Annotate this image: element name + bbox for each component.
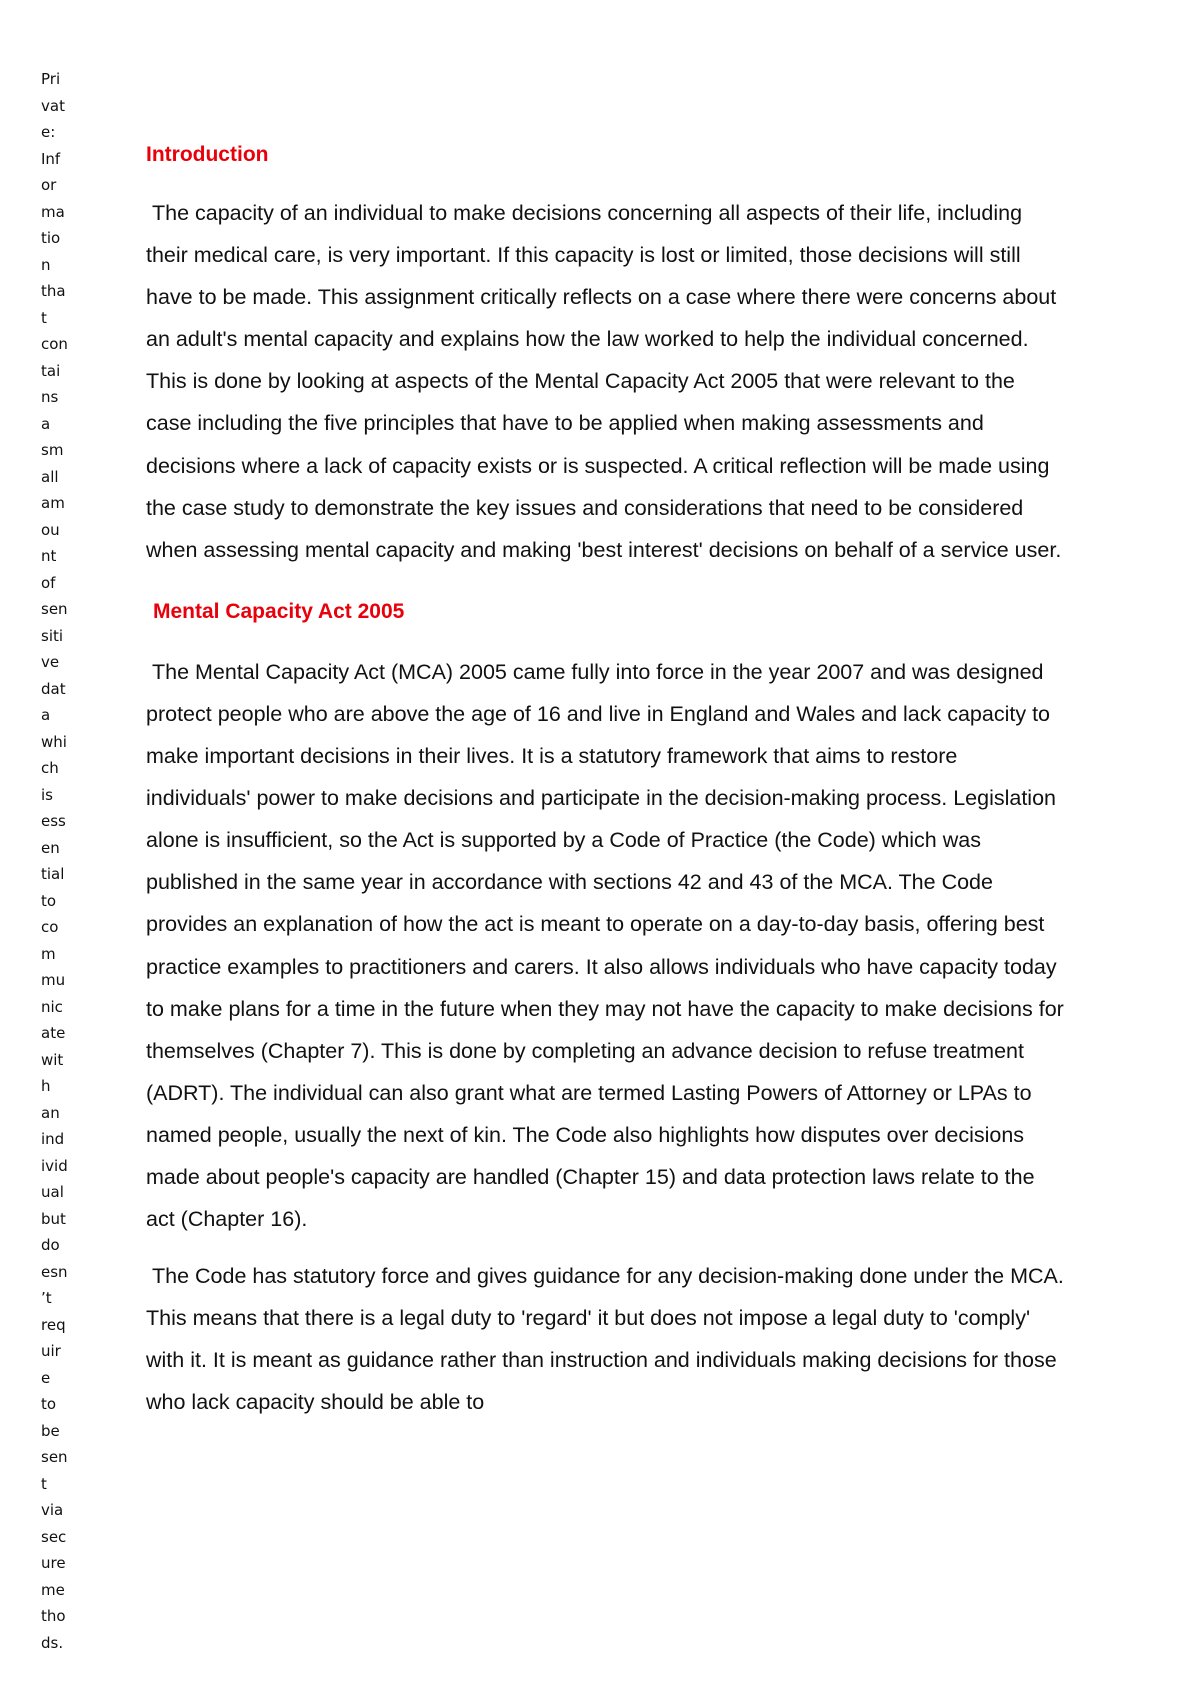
sidebar-note-fragment: m [41, 944, 56, 963]
sidebar-note-fragment: vat [41, 96, 65, 115]
sidebar-note-fragment: ate [41, 1024, 66, 1042]
sidebar-note-fragment: ess [41, 812, 66, 830]
sidebar-note-fragment: sen [41, 600, 68, 618]
sidebar-note-fragment: whi [41, 732, 67, 751]
sidebar-note-fragment: to [41, 1395, 57, 1413]
sidebar-note-fragment: via [41, 1501, 64, 1519]
sidebar-note-fragment: e: [41, 123, 56, 141]
sidebar-note-fragment: me [41, 1580, 65, 1599]
sidebar-note-fragment: ure [41, 1554, 66, 1572]
sidebar-note-fragment: a [41, 706, 51, 724]
sidebar-note-fragment: Pri [41, 70, 61, 88]
paragraph-code-statutory-force: The Code has statutory force and gives guidance for any decision-making done under the MCA. This means that there is a legal duty to 'regard' it but does not impose a legal duty to 'comply' with it. It is meant as guidance rather than instruction and individuals making decisions for those who lack capacity should be able to [146, 1264, 1070, 1415]
sidebar-note-fragment: tha [41, 282, 66, 300]
sidebar-note-fragment: ivid [41, 1156, 68, 1175]
sidebar-note-fragment: e [41, 1368, 51, 1387]
heading-mental-capacity-act: Mental Capacity Act 2005 [153, 599, 405, 623]
sidebar-note-fragment: tio [41, 229, 61, 247]
sidebar-note-fragment: uir [41, 1342, 61, 1360]
sidebar-note-fragment: co [41, 918, 59, 936]
sidebar-note-fragment: an [41, 1103, 60, 1122]
sidebar-note-fragment: ch [41, 759, 59, 777]
sidebar-note-fragment: t [41, 308, 47, 327]
sidebar-note-fragment: t [41, 1474, 47, 1493]
sidebar-note-fragment: sen [41, 1448, 68, 1466]
sidebar-note-fragment: ve [41, 653, 60, 671]
sidebar-note-fragment: ind [41, 1130, 65, 1148]
sidebar-note-fragment: Inf [41, 149, 61, 168]
document-body [146, 140, 1070, 1424]
sidebar-note-fragment: h [41, 1077, 51, 1095]
sidebar-note-fragment: mu [41, 971, 66, 989]
sidebar-note-fragment: siti [41, 626, 64, 645]
sidebar-note-fragment: ’t [41, 1289, 52, 1307]
sidebar-note-fragment: tial [41, 865, 65, 883]
sidebar-note-fragment: esn [41, 1262, 68, 1281]
sidebar-note-fragment: ou [41, 520, 60, 539]
paragraph-mca-overview: The Mental Capacity Act (MCA) 2005 came fully into force in the year 2007 and was designed protect people who are above the age of 16 and live in England and Wales and lack capacity to make important decisions in their lives. It is a statutory framework that aims to restore individuals' power to make decisions and participate in the decision-making process. Legislation alone is insufficient, so the Act is supported by a Code of Practice (the Code) which was published in the same year in accordance with sections 42 and 43 of the MCA. The Code provides an explanation of how the act is meant to operate on a day-to-day basis, offering best practice examples to practitioners and carers. It also allows individuals who have capacity today to make plans for a time in the future when they may not have the capacity to make decisions for themselves (Chapter 7). This is done by completing an advance decision to refuse treatment (ADRT). The individual can also grant what are termed Lasting Powers of Attorney or LPAs to named people, usually the next of kin. The Code also highlights how disputes over decisions made about people's capacity are handled (Chapter 15) and data protection laws relate to the act (Chapter 16). [146, 659, 1070, 1232]
sidebar-note-fragment: sec [41, 1527, 67, 1546]
sidebar-note-fragment: wit [41, 1050, 64, 1069]
sidebar-note-fragment: but [41, 1209, 66, 1228]
sidebar-note-fragment: n [41, 255, 51, 274]
paragraph-introduction: The capacity of an individual to make decisions concerning all aspects of their life, including their medical care, is very important. If this capacity is lost or limited, those decisions will still have to be made. This assignment critically reflects on a case where there were concerns about an adult's mental capacity and explains how the law worked to help the individual concerned. This is done by looking at aspects of the Mental Capacity Act 2005 that were relevant to the case including the five principles that have to be applied when making assessments and decisions where a lack of capacity exists or is suspected. A critical reflection will be made using the case study to demonstrate the key issues and considerations that need to be considered when assessing mental capacity and making 'best interest' decisions on behalf of a service user. [146, 201, 1063, 562]
sidebar-note-fragment: en [41, 838, 60, 857]
sidebar-note-fragment: nic [41, 997, 63, 1016]
sidebar-note-fragment: ma [41, 202, 65, 221]
sidebar-note-fragment: all [41, 467, 59, 486]
sidebar-note-fragment: sm [41, 441, 64, 459]
sidebar-note-fragment: ual [41, 1183, 64, 1201]
sidebar-note-fragment: do [41, 1236, 60, 1254]
sidebar-note-fragment: of [41, 573, 56, 592]
sidebar-note-fragment: or [41, 176, 57, 194]
heading-introduction: Introduction [146, 143, 269, 166]
sidebar-note-fragment: is [41, 785, 53, 804]
sidebar-note-fragment: nt [41, 547, 57, 565]
sidebar-note-fragment: to [41, 891, 57, 910]
sidebar-note-fragment: tho [41, 1607, 66, 1625]
private-information-notice [41, 66, 77, 1656]
sidebar-note-fragment: a [41, 414, 51, 433]
sidebar-note-fragment: tai [41, 361, 61, 380]
sidebar-note-fragment: be [41, 1421, 60, 1440]
sidebar-note-fragment: am [41, 494, 65, 512]
sidebar-note-fragment: ns [41, 388, 59, 406]
sidebar-note-fragment: dat [41, 679, 66, 698]
sidebar-note-fragment: con [41, 335, 68, 353]
sidebar-note-fragment: ds. [41, 1633, 64, 1652]
sidebar-note-fragment: req [41, 1315, 66, 1334]
